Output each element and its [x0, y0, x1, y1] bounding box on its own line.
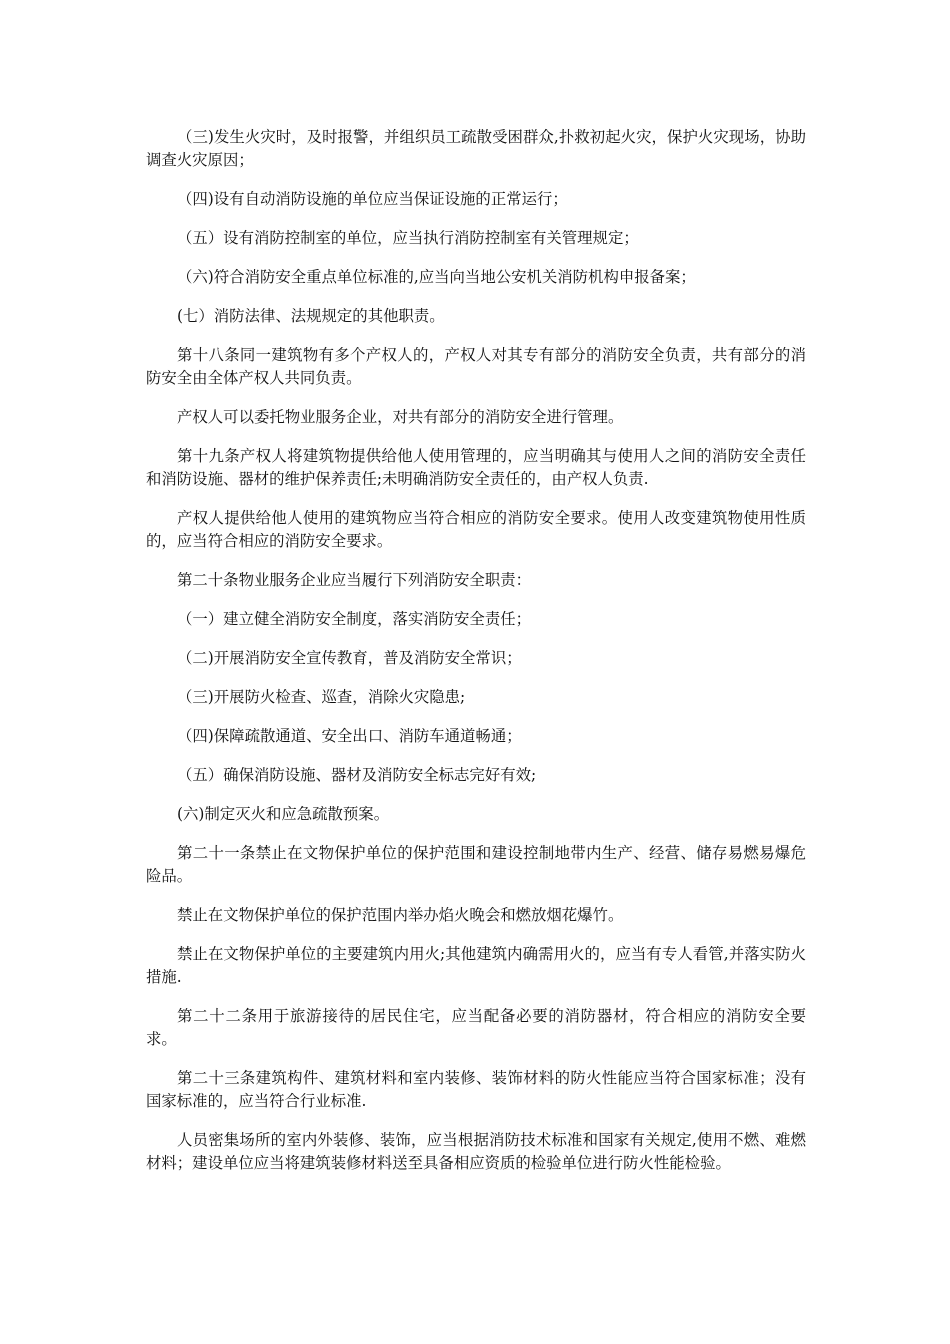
paragraph-item-4-duty: （四)设有自动消防设施的单位应当保证设施的正常运行；	[177, 190, 568, 208]
paragraph-article-21-sub-2: 禁止在文物保护单位的主要建筑内用火;其他建筑内确需用火的，应当有专人看管,并落实防火措施.	[146, 945, 806, 986]
paragraph-item-6-duty: （六)符合消防安全重点单位标准的,应当向当地公安机关消防机构申报备案；	[177, 268, 696, 286]
paragraph-item-7-duty: (七）消防法律、法规规定的其他职责。	[177, 307, 445, 325]
paragraph-article-19-sub: 产权人提供给他人使用的建筑物应当符合相应的消防安全要求。使用人改变建筑物使用性质的，应当符合相应的消防安全要求。	[146, 509, 806, 550]
paragraph-article-21: 第二十一条禁止在文物保护单位的保护范围和建设控制地带内生产、经营、储存易燃易爆危险品。	[146, 844, 806, 885]
paragraph-item-5-duty: （五）设有消防控制室的单位，应当执行消防控制室有关管理规定；	[177, 229, 639, 247]
paragraph-article-23-sub: 人员密集场所的室内外装修、装饰，应当根据消防技术标准和国家有关规定,使用不燃、难燃材料；建设单位应当将建筑装修材料送至具备相应资质的检验单位进行防火性能检验。	[146, 1131, 806, 1172]
paragraph-item-3-duty: （三)发生火灾时，及时报警，并组织员工疏散受困群众,扑救初起火灾，保护火灾现场，协助调查火灾原因；	[146, 128, 806, 169]
document-body	[146, 126, 806, 1191]
paragraph-article-20: 第二十条物业服务企业应当履行下列消防安全职责：	[177, 571, 531, 589]
paragraph-article-20-item-5: （五）确保消防设施、器材及消防安全标志完好有效;	[177, 766, 537, 784]
paragraph-article-18: 第十八条同一建筑物有多个产权人的，产权人对其专有部分的消防安全负责，共有部分的消防安全由全体产权人共同负责。	[146, 346, 806, 387]
paragraph-article-22: 第二十二条用于旅游接待的居民住宅，应当配备必要的消防器材，符合相应的消防安全要求。	[146, 1007, 806, 1048]
paragraph-article-20-item-4: （四)保障疏散通道、安全出口、消防车通道畅通；	[177, 727, 522, 745]
paragraph-article-20-item-1: （一）建立健全消防安全制度，落实消防安全责任；	[177, 610, 531, 628]
paragraph-article-20-item-6: (六)制定灭火和应急疏散预案。	[177, 805, 390, 823]
paragraph-article-19: 第十九条产权人将建筑物提供给他人使用管理的，应当明确其与使用人之间的消防安全责任和消防设施、器材的维护保养责任;未明确消防安全责任的，由产权人负责.	[146, 447, 806, 488]
paragraph-article-20-item-3: （三)开展防火检查、巡查，消除火灾隐患;	[177, 688, 466, 706]
paragraph-article-23: 第二十三条建筑构件、建筑材料和室内装修、装饰材料的防火性能应当符合国家标准；没有国家标准的，应当符合行业标准.	[146, 1069, 806, 1110]
paragraph-article-18-sub: 产权人可以委托物业服务企业，对共有部分的消防安全进行管理。	[177, 408, 624, 426]
paragraph-article-20-item-2: （二)开展消防安全宣传教育，普及消防安全常识；	[177, 649, 522, 667]
paragraph-article-21-sub-1: 禁止在文物保护单位的保护范围内举办焰火晚会和燃放烟花爆竹。	[177, 906, 624, 924]
